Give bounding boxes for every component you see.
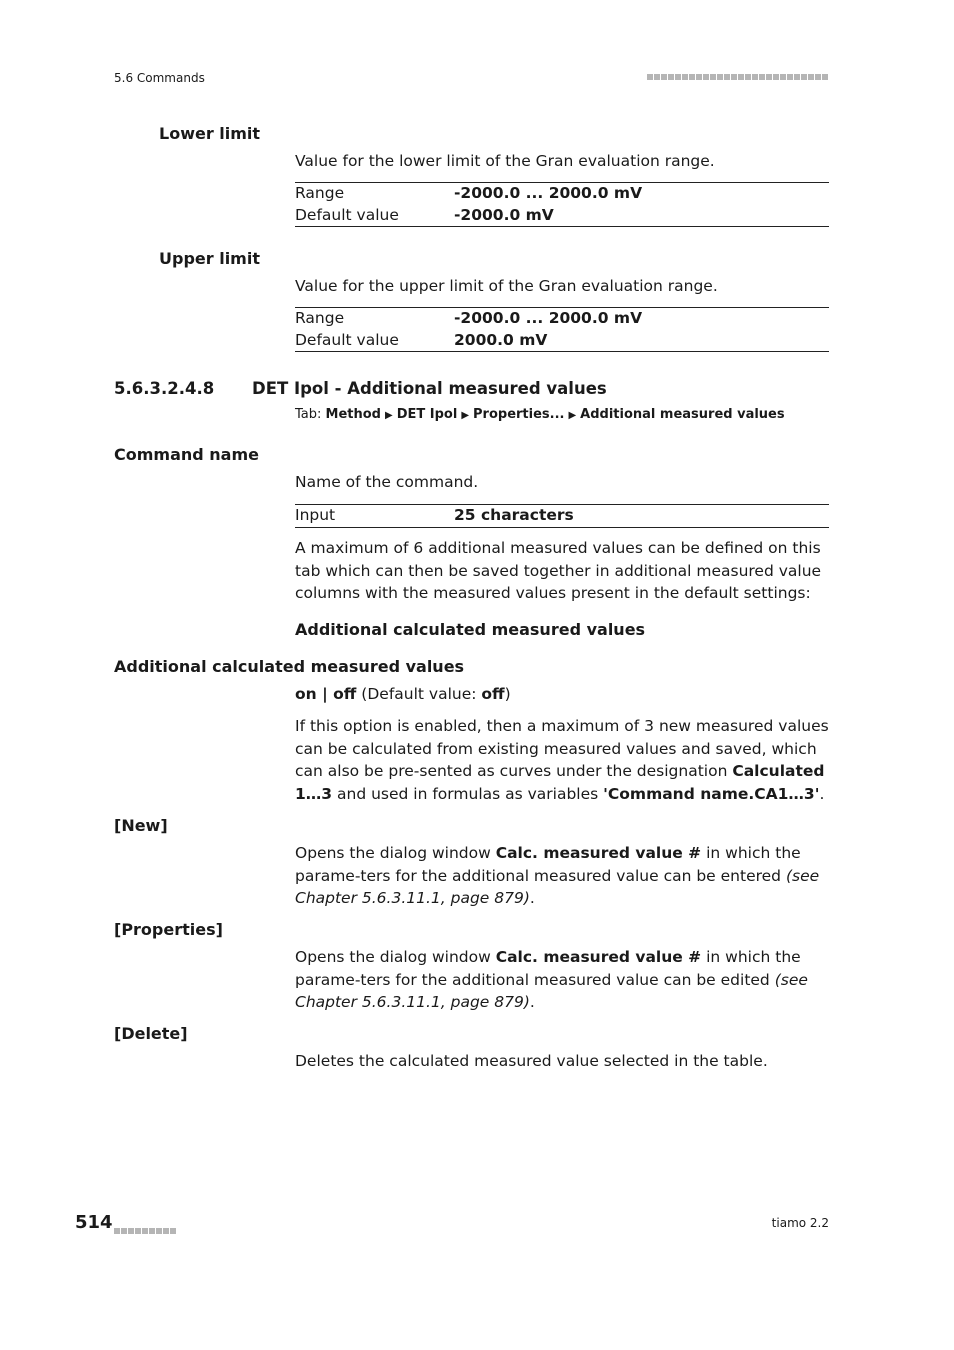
decorative-square	[717, 74, 723, 80]
decorative-square	[822, 74, 828, 80]
row-key: Range	[295, 309, 345, 327]
upper-limit-table	[295, 307, 829, 352]
desc-text: .	[819, 784, 825, 803]
header-decoration	[647, 73, 829, 83]
row-key: Range	[295, 184, 345, 202]
desc-text: Opens the dialog window	[295, 948, 496, 966]
desc-text: in which the parame-ters for the additional measured value can be entered	[295, 844, 801, 885]
desc-text: If this option is enabled, then a maximum of 3 new measured values can be calculated from existing measured values and saved, which can also be pre-sented as curves under the designation	[295, 717, 829, 780]
row-key: Default value	[295, 330, 399, 349]
decorative-square	[752, 74, 758, 80]
section-title: DET Ipol - Additional measured values	[252, 379, 607, 398]
decorative-square	[780, 74, 786, 80]
decorative-square	[689, 74, 695, 80]
decorative-square	[121, 1228, 127, 1234]
command-name-title: Command name	[114, 445, 259, 464]
decorative-square	[766, 74, 772, 80]
decorative-square	[675, 74, 681, 80]
row-value: 25 characters	[454, 506, 574, 524]
desc-bold: 'Command name.CA1…3'	[603, 784, 820, 803]
chapter-link[interactable]: (see Chapter 5.6.3.11.1, page 879)	[295, 970, 808, 1011]
desc-bold: Calc. measured value #	[495, 948, 702, 966]
triangle-right-icon: ▶	[568, 410, 577, 421]
desc-text: .	[529, 889, 535, 907]
table-row	[295, 183, 829, 205]
row-key: Input	[295, 506, 336, 524]
tab-path-item: Method	[325, 407, 381, 422]
decorative-square	[149, 1228, 155, 1234]
decorative-square	[710, 74, 716, 80]
properties-title: [Properties]	[114, 920, 223, 939]
decorative-square	[696, 74, 702, 80]
decorative-square	[745, 74, 751, 80]
subheading: Additional calculated measured values	[295, 620, 646, 639]
desc-bold: Calculated 1…3	[295, 762, 825, 803]
table-row	[295, 505, 829, 527]
desc-text: and used in formulas as variables	[332, 784, 604, 803]
decorative-square	[738, 74, 744, 80]
decorative-square	[142, 1228, 148, 1234]
command-name-desc: Name of the command.	[295, 473, 479, 491]
decorative-square	[128, 1228, 134, 1234]
delete-desc: Deletes the calculated measured value selected in the table.	[295, 1052, 768, 1070]
additional-options	[295, 683, 829, 706]
command-name-note: A maximum of 6 additional measured values can be defined on this tab which can then be saved together in additional measured value columns with the measured values present in the default settings:	[295, 539, 822, 602]
triangle-right-icon: ▶	[385, 410, 393, 421]
tab-path-item: Additional measured values	[580, 407, 785, 422]
new-title: [New]	[114, 816, 168, 835]
decorative-square	[801, 74, 807, 80]
command-name-table	[295, 504, 829, 528]
decorative-square	[787, 74, 793, 80]
triangle-right-icon: ▶	[461, 410, 470, 421]
row-value: -2000.0 ... 2000.0 mV	[454, 309, 643, 327]
decorative-square	[114, 1228, 120, 1234]
decorative-square	[135, 1228, 141, 1234]
decorative-square	[759, 74, 765, 80]
decorative-square	[668, 74, 674, 80]
desc-text: Opens the dialog window	[295, 844, 496, 862]
row-value: -2000.0 mV	[454, 205, 554, 224]
chapter-link[interactable]: (see Chapter 5.6.3.11.1, page 879)	[295, 866, 820, 907]
footer-decoration	[114, 1219, 177, 1238]
decorative-square	[647, 74, 653, 80]
product-name: tiamo 2.2	[771, 1216, 829, 1230]
decorative-square	[682, 74, 688, 80]
row-key: Default value	[295, 205, 399, 224]
desc-text: in which the parame-ters for the additional measured value can be edited	[295, 948, 801, 989]
decorative-square	[731, 74, 737, 80]
lower-limit-desc: Value for the lower limit of the Gran evaluation range.	[295, 152, 715, 170]
page-number: 514	[75, 1212, 113, 1233]
default-close: )	[504, 685, 511, 703]
decorative-square	[808, 74, 814, 80]
additional-desc	[295, 715, 829, 805]
delete-title: [Delete]	[114, 1024, 188, 1043]
decorative-square	[170, 1228, 176, 1234]
tab-path-item: DET Ipol	[396, 407, 458, 422]
decorative-square	[773, 74, 779, 80]
option-on: on	[295, 685, 317, 703]
option-off: off	[333, 685, 357, 703]
lower-limit-title: Lower limit	[159, 124, 261, 143]
lower-limit-table	[295, 182, 829, 227]
tab-path-item: Properties...	[473, 407, 565, 422]
upper-limit-desc: Value for the upper limit of the Gran evaluation range.	[295, 277, 718, 295]
decorative-square	[703, 74, 709, 80]
table-row	[295, 330, 829, 352]
header-section: 5.6 Commands	[114, 71, 205, 85]
decorative-square	[815, 74, 821, 80]
default-label: (Default value:	[356, 685, 482, 703]
table-row	[295, 308, 829, 330]
decorative-square	[724, 74, 730, 80]
desc-bold: Calc. measured value #	[495, 844, 702, 862]
option-separator: |	[316, 685, 334, 703]
section-number: 5.6.3.2.4.8	[114, 379, 215, 398]
upper-limit-title: Upper limit	[159, 249, 260, 268]
new-desc	[295, 842, 829, 910]
properties-desc	[295, 946, 829, 1014]
row-value: 2000.0 mV	[454, 330, 548, 349]
tab-prefix: Tab:	[295, 407, 322, 422]
tab-path	[295, 407, 785, 422]
decorative-square	[794, 74, 800, 80]
row-value: -2000.0 ... 2000.0 mV	[454, 184, 643, 202]
table-row	[295, 205, 829, 227]
decorative-square	[654, 74, 660, 80]
default-value: off	[481, 685, 505, 703]
additional-title: Additional calculated measured values	[114, 657, 465, 676]
decorative-square	[163, 1228, 169, 1234]
desc-text: .	[529, 993, 535, 1011]
decorative-square	[661, 74, 667, 80]
decorative-square	[156, 1228, 162, 1234]
